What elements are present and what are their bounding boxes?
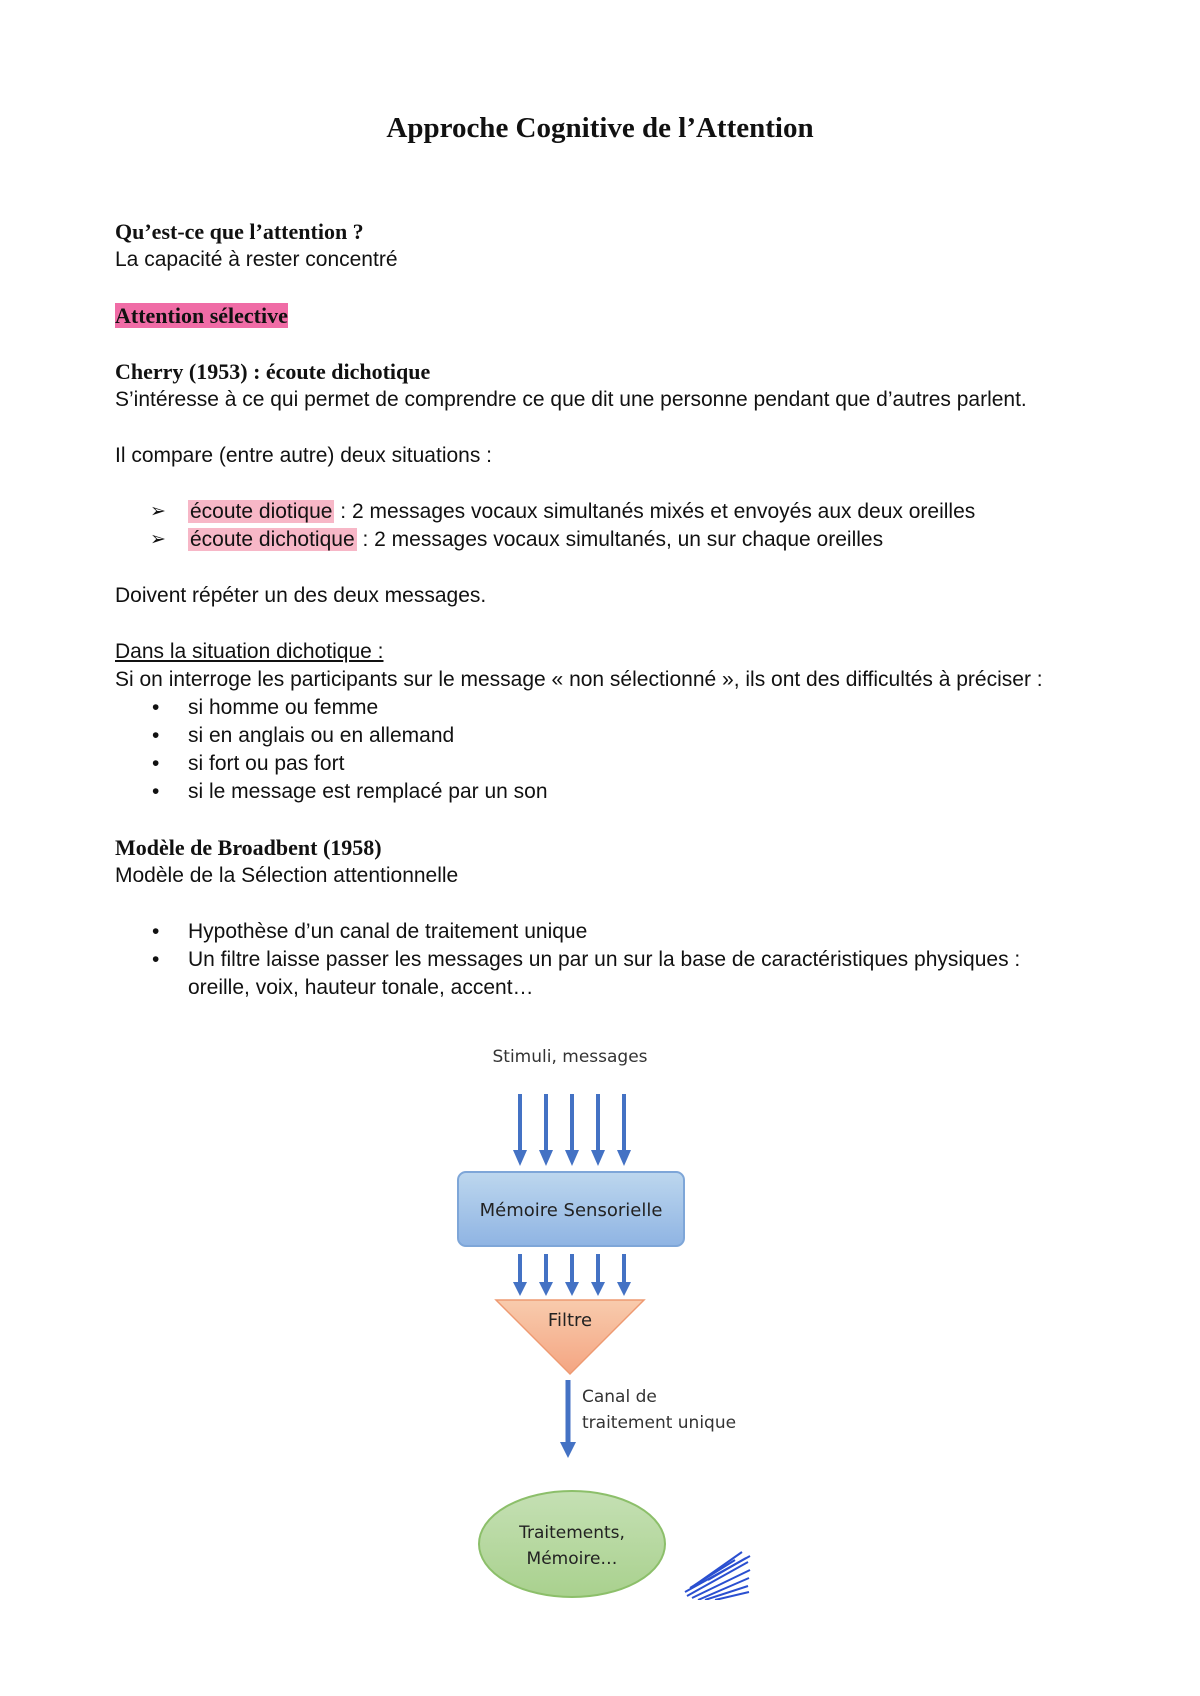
arrow-bullet-icon: ➢ bbox=[150, 529, 166, 550]
bullet-icon: • bbox=[152, 724, 160, 747]
situations-list bbox=[115, 498, 1115, 554]
list-item bbox=[115, 722, 1115, 750]
list-item bbox=[115, 918, 1115, 946]
filter-shape bbox=[496, 1300, 644, 1374]
list-item bbox=[115, 498, 1115, 526]
sensory-memory-box bbox=[458, 1172, 684, 1246]
term-highlight: écoute diotique bbox=[190, 500, 333, 523]
arrow-bullet-icon: ➢ bbox=[150, 501, 166, 522]
list-item-text: si le message est remplacé par un son bbox=[188, 780, 548, 803]
compare-text: Il compare (entre autre) deux situations : bbox=[115, 444, 493, 467]
list-item bbox=[115, 526, 1115, 554]
dichotic-list bbox=[115, 694, 1115, 806]
list-item-text: Hypothèse d’un canal de traitement unique bbox=[188, 920, 588, 943]
bullet-icon: • bbox=[152, 696, 160, 719]
list-item bbox=[115, 946, 1115, 1002]
input-arrows bbox=[513, 1094, 631, 1166]
list-item-text: si homme ou femme bbox=[188, 696, 379, 719]
scribble-mark bbox=[685, 1552, 750, 1600]
channel-label-line1: Canal de bbox=[582, 1387, 657, 1407]
list-item bbox=[115, 778, 1115, 806]
question-heading: Qu’est-ce que l’attention ? bbox=[115, 219, 364, 244]
cherry-description: S’intéresse à ce qui permet de comprendre ce que dit une personne pendant que d’autres parlent. bbox=[115, 388, 1027, 411]
cherry-heading: Cherry (1953) : écoute dichotique bbox=[115, 359, 431, 384]
list-item-text: si fort ou pas fort bbox=[188, 752, 345, 775]
list-item-text: Un filtre laisse passer les messages un par un sur la base de caractéristiques physiques : bbox=[188, 948, 1021, 971]
list-item bbox=[115, 750, 1115, 778]
question-answer: La capacité à rester concentré bbox=[115, 248, 398, 271]
bullet-icon: • bbox=[152, 780, 160, 803]
list-item-text: si en anglais ou en allemand bbox=[188, 724, 455, 747]
filter-label: Filtre bbox=[547, 1310, 593, 1331]
output-label-line2: Mémoire… bbox=[526, 1549, 618, 1569]
repeat-text: Doivent répéter un des deux messages. bbox=[115, 584, 487, 607]
bullet-icon: • bbox=[152, 920, 160, 943]
bullet-icon: • bbox=[152, 948, 160, 971]
output-oval bbox=[479, 1491, 665, 1597]
list-item-continuation: oreille, voix, hauteur tonale, accent… bbox=[188, 976, 534, 999]
sensory-memory-label: Mémoire Sensorielle bbox=[479, 1200, 663, 1221]
broadbent-subtitle: Modèle de la Sélection attentionnelle bbox=[115, 864, 459, 887]
dichotic-intro: Si on interroge les participants sur le message « non sélectionné », ils ont des difficultés à préciser : bbox=[115, 668, 1043, 691]
broadbent-diagram bbox=[440, 1040, 780, 1600]
broadbent-list bbox=[115, 918, 1115, 1002]
list-item bbox=[115, 694, 1115, 722]
document-body bbox=[115, 218, 1115, 1002]
diagram-stimuli-label: Stimuli, messages bbox=[492, 1047, 648, 1067]
filter-arrows bbox=[513, 1254, 631, 1296]
bullet-icon: • bbox=[152, 752, 160, 775]
term-description: : 2 messages vocaux simultanés, un sur chaque oreilles bbox=[356, 528, 884, 551]
dichotic-subheading: Dans la situation dichotique : bbox=[115, 640, 384, 663]
output-label-line1: Traitements, bbox=[519, 1523, 625, 1543]
channel-arrow bbox=[560, 1380, 576, 1458]
broadbent-heading: Modèle de Broadbent (1958) bbox=[115, 835, 382, 860]
channel-label-line2: traitement unique bbox=[582, 1413, 737, 1433]
section-heading-attention-selective: Attention sélective bbox=[115, 303, 288, 328]
page-title: Approche Cognitive de l’Attention bbox=[386, 112, 814, 144]
term-description: : 2 messages vocaux simultanés mixés et envoyés aux deux oreilles bbox=[334, 500, 976, 523]
term-highlight: écoute dichotique bbox=[190, 528, 355, 551]
